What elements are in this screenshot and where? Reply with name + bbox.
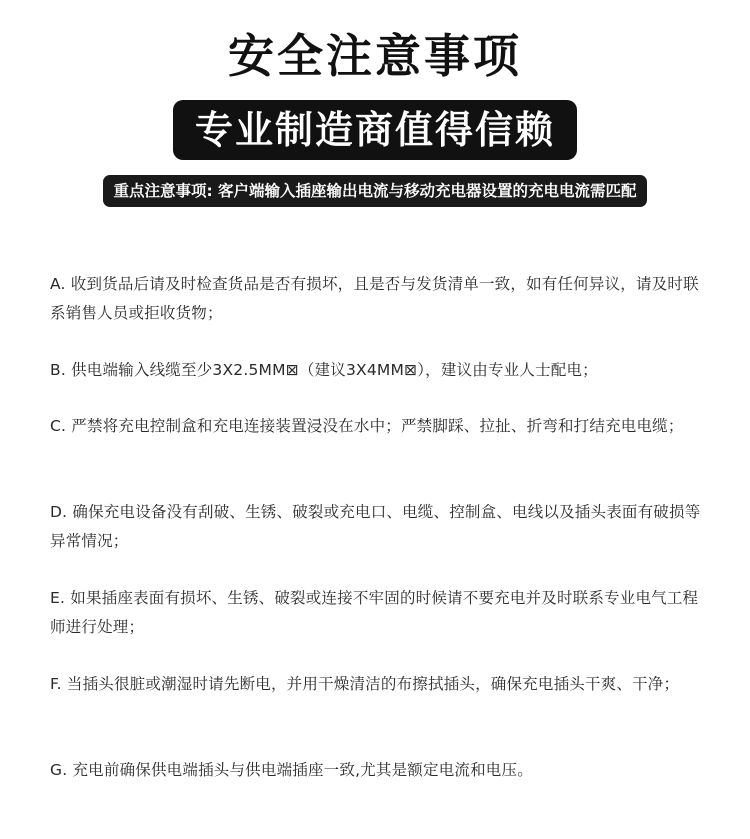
safety-item-e: E. 如果插座表面有损坏、生锈、破裂或连接不牢固的时候请不要充电并及时联系专业电气工程师进行处理； [50,589,699,636]
safety-item-d: D. 确保充电设备没有刮破、生锈、破裂或充电口、电缆、控制盒、电线以及插头表面有破损等异常情况； [50,503,701,550]
key-notice-badge: 重点注意事项: 客户端输入插座输出电流与移动充电器设置的充电电流需匹配 [103,175,646,207]
notice-container [0,175,750,207]
safety-item-b: B. 供电端输入线缆至少3X2.5MM⊠（建议3X4MM⊠），建议由专业人士配电； [50,361,598,379]
banner-container [0,100,750,160]
safety-item-a: A. 收到货品后请及时检查货品是否有损坏，且是否与发货清单一致，如有任何异议，请及时联系销售人员或拒收货物； [50,275,699,322]
slogan-banner: 专业制造商值得信赖 [173,100,577,160]
safety-item-c: C. 严禁将充电控制盒和充电连接装置浸没在水中；严禁脚踩、拉扯、折弯和打结充电电缆； [50,417,684,435]
page-title: 安全注意事项 [228,29,522,83]
safety-item-g: G. 充电前确保供电端插头与供电端插座一致,尤其是额定电流和电压。 [50,761,533,779]
safety-item-f: F. 当插头很脏或潮湿时请先断电，并用干燥清洁的布擦拭插头，确保充电插头干爽、干净； [50,675,680,693]
